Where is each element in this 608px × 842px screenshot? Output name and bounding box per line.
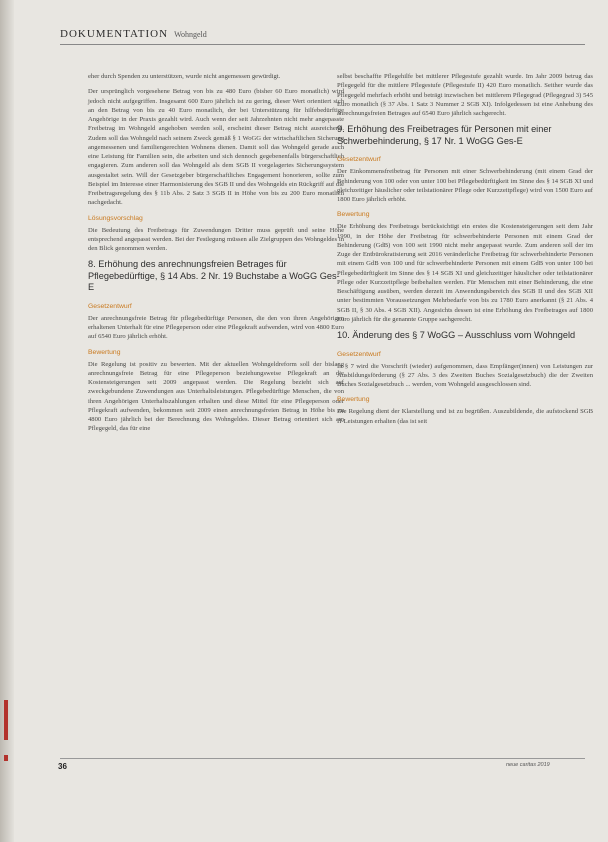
left-column [88,72,344,440]
header-title: DOKUMENTATION [60,28,169,40]
section-heading: 8. Erhöhung des anrechnungsfreien Betrages für Pflegebedürftige, § 14 Abs. 2 Nr. 19 Buchstabe a WoGG Ges-E [88,259,340,293]
body-paragraph: eher durch Spenden zu unterstützen, wurde nicht angemessen gewürdigt. [88,73,281,80]
section-heading: 10. Änderung des § 7 WoGG – Ausschluss vom Wohngeld [337,330,576,340]
subsection-label: Bewertung [337,211,370,219]
page-number: 36 [58,762,67,771]
subsection-label: Lösungsvorschlag [88,214,143,222]
subsection-label: Gesetzentwurf [88,302,132,310]
edge-color-mark [4,700,8,740]
subsection-label: Bewertung [337,396,370,404]
right-column [337,72,593,432]
body-paragraph: Der Einkommensfreibetrag für Personen mit einer Schwerbehinderung (mit einem Grad der Behinderung von 100 oder von unter 100 bei Pflegebedürftigkeit im Sinne des § 14 SGB XI und gleichzeitiger häuslicher oder teilstationärer Pflege oder Kurzzeitpflege) wird von 1500 Euro auf 1800 Euro jährlich erhöht. [337,168,593,203]
body-paragraph: Die Bedeutung des Freibetrags für Zuwendungen Dritter muss geprüft und seine Höhe entsprechend angepasst werden. Bei der Festlegung müssen alle Zielgruppen des Wohngeldes in den Blick genommen werden. [88,226,344,252]
running-header [60,28,207,44]
subsection-label: Gesetzentwurf [337,350,381,358]
body-paragraph: Der ursprünglich vorgesehene Betrag von bis zu 480 Euro (bisher 60 Euro monatlich) wird jedoch nicht aufgegriffen. Insgesamt 600 Euro jährlich ist zu gering, dieser Wert orientiert sich an den Betrag von bis zu 40 Euro monatlich, der bei Unterstützung für hilfebedürftige Angehörige in der Praxis gezahlt wird. Auch wenn der seit Jahrzehnten nicht mehr angepasste Freibetrag im Wohngeld angehoben werden soll, erscheint dieser Betrag nicht ausreichend. Zudem soll das Wohngeld nach seinem Zweck gemäß § 1 WoGG der wirtschaftlichen Sicherung angemessenen und familiengerechten Wohnens dienen. Damit soll das Wohngeld gerade auch eine Leistung für Familien sein, die arbeiten und sich dennoch gegebenenfalls bürgerschaftlich engagieren. Zum anderen soll das Wohngeld als dem SGB II vorgelagertes Sicherungssystem ausgestaltet sein. Will der Gesetzgeber bürgerschaftliches Engagement honorieren, sollte zum Beispiel im Interesse einer Harmonisierung des SGB II und des Wohngelds ein Rückgriff auf die Freibetragsregelung des § 11b Abs. 2 Satz 3 SGB II in Höhe von bis zu 200 Euro monatlich nachgedacht. [88,88,344,207]
publication-name: neue caritas 2019 [506,762,550,768]
subsection-label: Gesetzentwurf [337,156,381,164]
body-paragraph: Die Regelung ist positiv zu bewerten. Mit der aktuellen Wohngeldreform soll der bislang anrechnungsfreie Betrag für eine Pflegeperson beziehungsweise Pflegekraft an die Kostensteigerungen seit 2009 angepasst werden. Die Regelung bezieht sich auf zweckgebundene Zuwendungen aus Unterhaltsleistungen. Pflegebedürftige Menschen, die von ihren Angehörigen Unterhaltszahlungen erhalten und diese Mittel für eine Pflegeperson oder Pflegekraft aufwenden, bekommen seit 2009 einen anrechnungsfreien Betrag in Höhe bis zu 4800 Euro jährlich bei der Berechnung des Wohngeldes. Dieser Betrag orientiert sich am Pflegegeld, das für eine [88,360,344,433]
footer-rule [60,758,585,759]
edge-color-mark [4,755,8,761]
section-heading: 9. Erhöhung des Freibetrages für Personen mit einer Schwerbehinderung, § 17 Nr. 1 WoGG Ges-E [337,124,552,146]
body-paragraph: Die Regelung dient der Klarstellung und ist zu begrüßen. Auszubildende, die aufstockend SGB II-Leistungen erhalten (das ist seit [337,408,593,425]
body-paragraph: Die Erhöhung des Freibetrags berücksichtigt ein erstes die Kostensteigerungen seit dem Jahr 1990, in der Höhe der Freibetrag für schwerbehinderte Personen mit einem Grad der Behinderung (GdB) von 100 seit 1990 nicht mehr angepasst wurde. Zum anderen soll der im Zuge der Entbürokratisierung seit 2016 veränderliche Freibetrag für schwerbehinderte Personen mit einem GdB von 100 und für schwerbehinderte Personen mit einem GdB von unter 100 bei Pflegebedürftigkeit im Sinne des § 14 SGB XI und gleichzeitiger häuslicher oder teilstationärer Pflege oder Kurzzeitpflege beibehalten werden. Für Menschen mit einer Behinderung, die eine Beschäftigung ausüben, werden derzeit im Anwendungsbereich des SGB II und des SGB XII unter bestimmten Voraussetzungen Mehrbedarfe von bis zu 1780 Euro anerkannt (§ 21 Abs. 4 SGB II, § 30 Abs. 4 SGB XII). Angesichts dessen ist eine Erhöhung des Freibetrages auf 1800 Euro jährlich für die genannte Gruppe sachgerecht. [337,223,593,323]
body-paragraph: Der anrechnungsfreie Betrag für pflegebedürftige Personen, die den von ihren Angehörigen erhaltenen Unterhalt für eine Pflegeperson oder eine Pflegekraft aufwenden, wird von 4800 Euro auf 6540 Euro jährlich erhöht. [88,314,344,341]
header-rule [60,44,585,45]
body-paragraph: selbst beschaffte Pflegehilfe bei mittlerer Pflegestufe gezahlt wurde. Im Jahr 2009 betrug das Pflegegeld für die mittlere Pflegestufe (Pflegestufe II) 420 Euro monatlich. Seither wurde das Pflegegeld mehrfach erhöht und beträgt inzwischen bei mittlerem Pflegegrad (Pflegegrad 3) 545 Euro monatlich (§ 37 Abs. 1 Satz 3 Nummer 2 SGB XI). Infolgedessen ist eine Anhebung des anrechnungsfreien Betrages auf 6540 Euro jährlich sachgerecht. [337,73,593,117]
subsection-label: Bewertung [88,348,121,356]
header-subtitle: Wohngeld [174,30,207,39]
body-paragraph: In § 7 wird die Vorschrift (wieder) aufgenommen, dass Empfänger(innen) von Leistungen zur Ausbildungsförderung (§ 27 Abs. 3 des Zweiten Buches Sozialgesetzbuch) die der Zweiten Buches Sozialgesetzbuch ... werden, vom Wohngeld ausgeschlossen sind. [337,362,593,388]
